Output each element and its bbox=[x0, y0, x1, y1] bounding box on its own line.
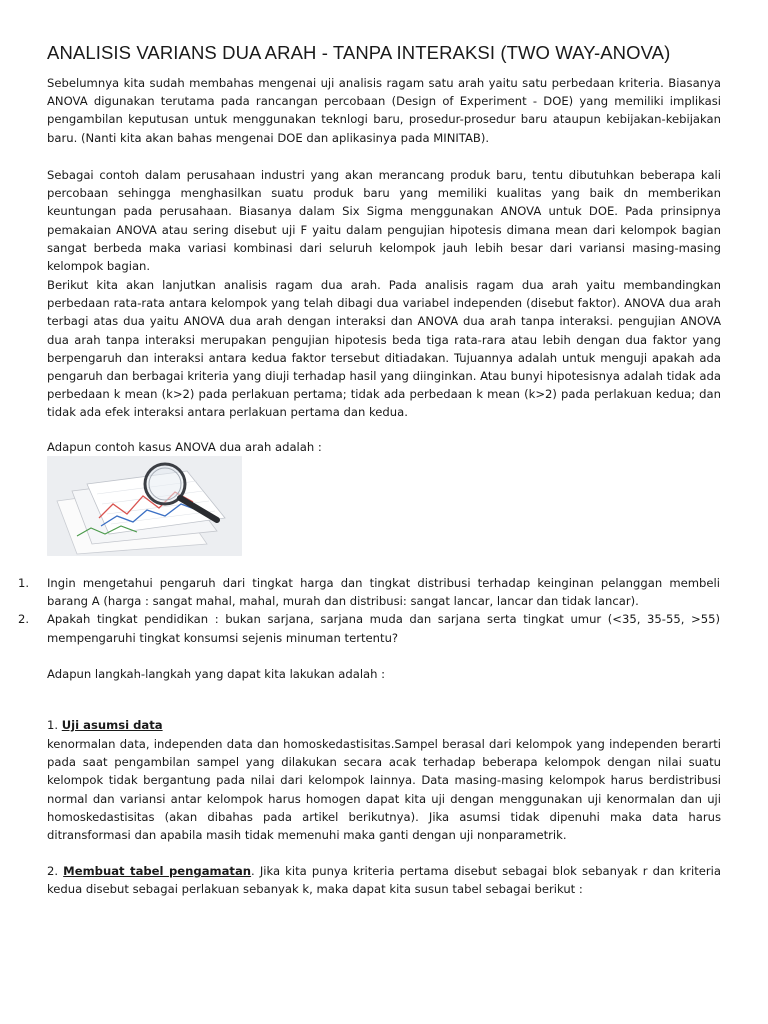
step-2-paragraph bbox=[47, 862, 721, 898]
intro-paragraph: Sebelumnya kita sudah membahas mengenai uji analisis ragam satu arah yaitu satu perbedaan kriteria. Biasanya ANOVA digunakan terutama pada rancangan percobaan (Design of Experiment - DOE) yang memiliki implikasi pengambilan keputusan untuk menggunakan teknlogi baru, prosedur-prosedur baru ataupun kebijakan-kebijakan baru. (Nanti kita akan bahas mengenai DOE dan aplikasinya pada MINITAB). bbox=[47, 76, 721, 145]
step-1-title: Uji asumsi data bbox=[61, 718, 163, 732]
example-list bbox=[18, 574, 720, 647]
list-item bbox=[18, 610, 720, 646]
steps-intro-paragraph: Adapun langkah-langkah yang dapat kita lakukan adalah : bbox=[47, 667, 386, 681]
magnifying-glass-over-charts-icon bbox=[47, 456, 242, 556]
list-item-number: 1. bbox=[18, 576, 30, 590]
list-item-text: Ingin mengetahui pengaruh dari tingkat harga dan tingkat distribusi terhadap keinginan pelanggan membeli barang A (harga : sangat mahal, mahal, murah dan distribusi: sangat lancar, lancar dan tidak lancar). bbox=[47, 576, 720, 609]
list-item bbox=[18, 574, 720, 610]
magnifier-chart-illustration bbox=[47, 456, 242, 556]
example-intro-paragraph: Adapun contoh kasus ANOVA dua arah adalah : bbox=[47, 440, 322, 454]
step-2-title: Membuat tabel pengamatan bbox=[63, 864, 252, 878]
example-industry-paragraph: Sebagai contoh dalam perusahaan industri yang akan merancang produk baru, tentu dibutuhkan beberapa kali percobaan sehingga menghasilkan suatu produk baru yang memiliki kualitas yang baik dn memberikan keuntungan pada perusahaan. Biasanya dalam Six Sigma menggunakan ANOVA untuk DOE. Pada prinsipnya pemakaian ANOVA atau sering disebut uji F yaitu dalam pengujian hipotesis dimana mean dari kelompok bagian sangat berbeda maka variasi kombinasi dari seluruh kelompok jauh lebih besar dari variansi masing-masing kelompok bagian. bbox=[47, 168, 721, 274]
step-1-body: kenormalan data, independen data dan homoskedastisitas.Sampel berasal dari kelompok yang independen berarti pada saat pengambilan sampel yang dilakukan secara acak terhadap beberapa kelompok dengan nilai suatu kelompok tidak bergantung pada nilai dari kelompok lainnya. Data masing-masing kelompok harus berdistribusi normal dan variansi antar kelompok harus homogen dapat kita uji dengan menggunakan uji kenormalan dan uji homoskedastisitas (akan dibahas pada artikel berikutnya). Jika asumsi tidak dipenuhi maka data harus ditransformasi dan apabila masih tidak memenuhi maka ganti dengan uji nonparametrik. bbox=[47, 737, 721, 843]
page-title: ANALISIS VARIANS DUA ARAH - TANPA INTERAKSI (TWO WAY-ANOVA) bbox=[47, 42, 671, 63]
step-1-heading bbox=[47, 716, 163, 734]
step-1-number: 1. bbox=[47, 718, 59, 732]
two-way-anova-paragraph: Berikut kita akan lanjutkan analisis ragam dua arah. Pada analisis ragam dua arah yaitu membandingkan perbedaan rata-rata antara kelompok yang telah dibagi dua variabel independen (disebut faktor). ANOVA dua arah terbagi atas dua yaitu ANOVA dua arah dengan interaksi dan ANOVA dua arah tanpa interaksi. pengujian ANOVA dua arah tanpa interaksi merupakan pengujian hipotesis beda tiga rata-rara atau lebih dengan dua faktor yang berpengaruh dan interaksi antara kedua faktor tersebut ditiadakan. Tujuannya adalah untuk menguji apakah ada pengaruh dan berbagai kriteria yang diuji terhadap hasil yang diinginkan. Atau bunyi hipotesisnya adalah tidak ada perbedaan k mean (k>2) pada perlakuan pertama; tidak ada perbedaan k mean (k>2) pada perlakuan kedua; dan tidak ada efek interaksi antara perlakuan pertama dan kedua. bbox=[47, 278, 721, 420]
list-item-text: Apakah tingkat pendidikan : bukan sarjana, sarjana muda dan sarjana serta tingkat umur (<35, 35-55, >55) mempengaruhi tingkat konsumsi sejenis minuman tertentu? bbox=[47, 612, 720, 645]
list-item-number: 2. bbox=[18, 612, 30, 627]
step-2-number: 2. bbox=[47, 864, 59, 878]
step-2-body: . Jika kita punya kriteria pertama disebut sebagai blok sebanyak r dan kriteria kedua disebut sebagai perlakuan sebanyak k, maka dapat kita susun tabel sebagai berikut : bbox=[47, 864, 722, 897]
